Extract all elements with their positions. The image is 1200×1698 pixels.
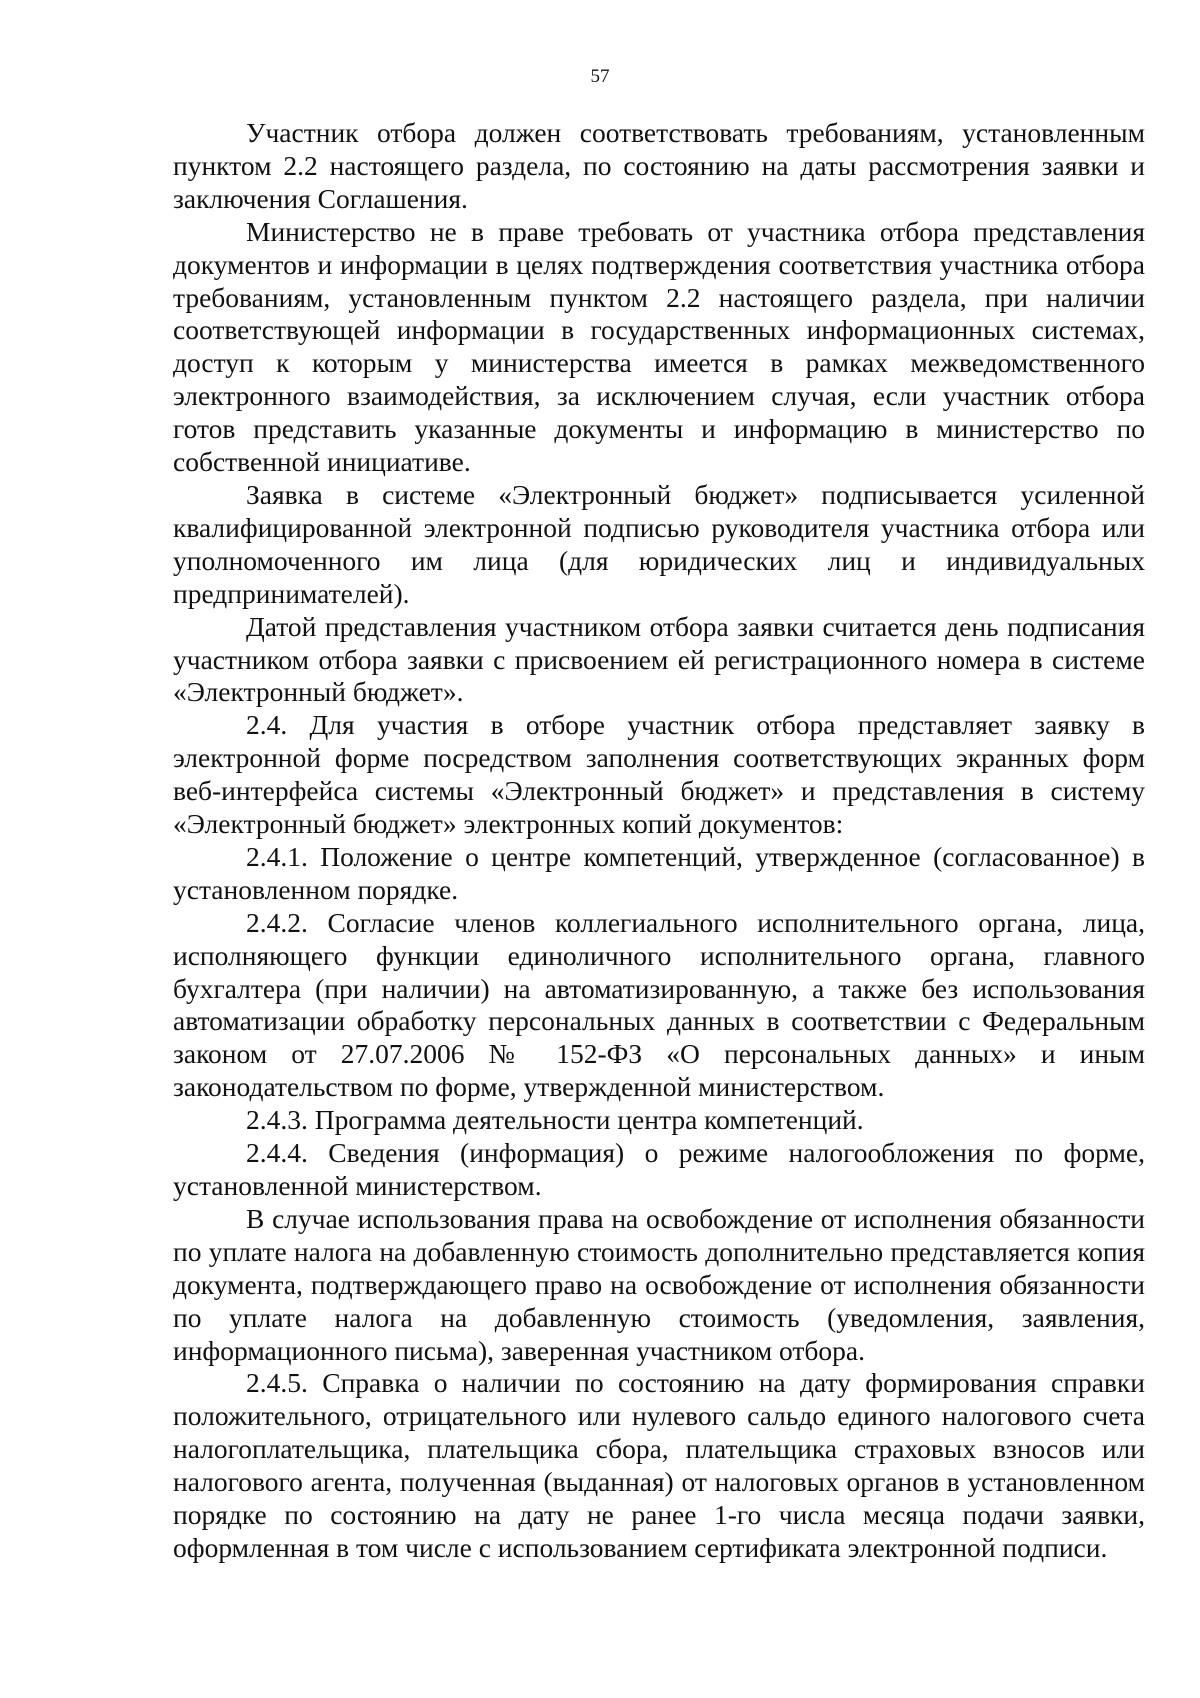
document-body [173,117,1145,1565]
paragraph: Датой представления участником отбора заявки считается день подписания участником отбора заявки с присвоением ей регистрационного номера в системе «Электронный бюджет». [173,610,1145,708]
page-number: 57 [590,66,610,87]
paragraph: 2.4.4. Сведения (информация) о режиме налогообложения по форме, установленной министерством. [173,1137,1145,1201]
paragraph: 2.4.2. Согласие членов коллегиального исполнительного органа, лица, исполняющего функции единоличного исполнительного органа, главного бухгалтера (при наличии) на автоматизированную, а также без использования автоматизации обработку персональных данных в соответствии с Федеральным законом от 27.07.2006 № 152-ФЗ «О персональных данных» и иным законодательством по форме, утвержденной министерством. [173,906,1145,1103]
paragraph: 2.4.1. Положение о центре компетенций, утвержденное (согласованное) в установленном порядке. [173,840,1145,905]
paragraph: 2.4. Для участия в отборе участник отбора представляет заявку в электронной форме посредством заполнения соответствующих экранных форм веб-интерфейса системы «Электронный бюджет» и представления в систему «Электронный бюджет» электронных копий документов: [173,709,1145,840]
paragraph: В случае использования права на освобождение от исполнения обязанности по уплате налога на добавленную стоимость дополнительно представляется копия документа, подтверждающего право на освобождение от исполнения обязанности по уплате налога на добавленную стоимость (уведомления, заявления, информационного письма), заверенная участником отбора. [173,1202,1145,1366]
paragraph: Участник отбора должен соответствовать требованиям, установленным пунктом 2.2 настоящего раздела, по состоянию на даты рассмотрения заявки и заключения Соглашения. [173,117,1145,214]
paragraph: Министерство не в праве требовать от участника отбора представления документов и информации в целях подтверждения соответствия участника отбора требованиям, установленным пунктом 2.2 настоящего раздела, при наличии соответствующей информации в государственных информационных системах, доступ к которым у министерства имеется в рамках межведомственного электронного взаимодействия, за исключением случая, если участник отбора готов представить указанные документы и информацию в министерство по собственной инициативе. [173,215,1145,478]
paragraph: 2.4.3. Программа деятельности центра компетенций. [246,1104,864,1136]
paragraph: Заявка в системе «Электронный бюджет» подписывается усиленной квалифицированной электронной подписью руководителя участника отбора или уполномоченного им лица (для юридических лиц и индивидуальных предпринимателей). [173,478,1145,609]
paragraph: 2.4.5. Справка о наличии по состоянию на дату формирования справки положительного, отрицательного или нулевого сальдо единого налогового счета налогоплательщика, плательщика сбора, плательщика страховых взносов или налогового агента, полученная (выданная) от налоговых органов в установленном порядке по состоянию на дату не ранее 1-го числа месяца подачи заявки, оформленная в том числе с использованием сертификата электронной подписи. [173,1367,1145,1563]
